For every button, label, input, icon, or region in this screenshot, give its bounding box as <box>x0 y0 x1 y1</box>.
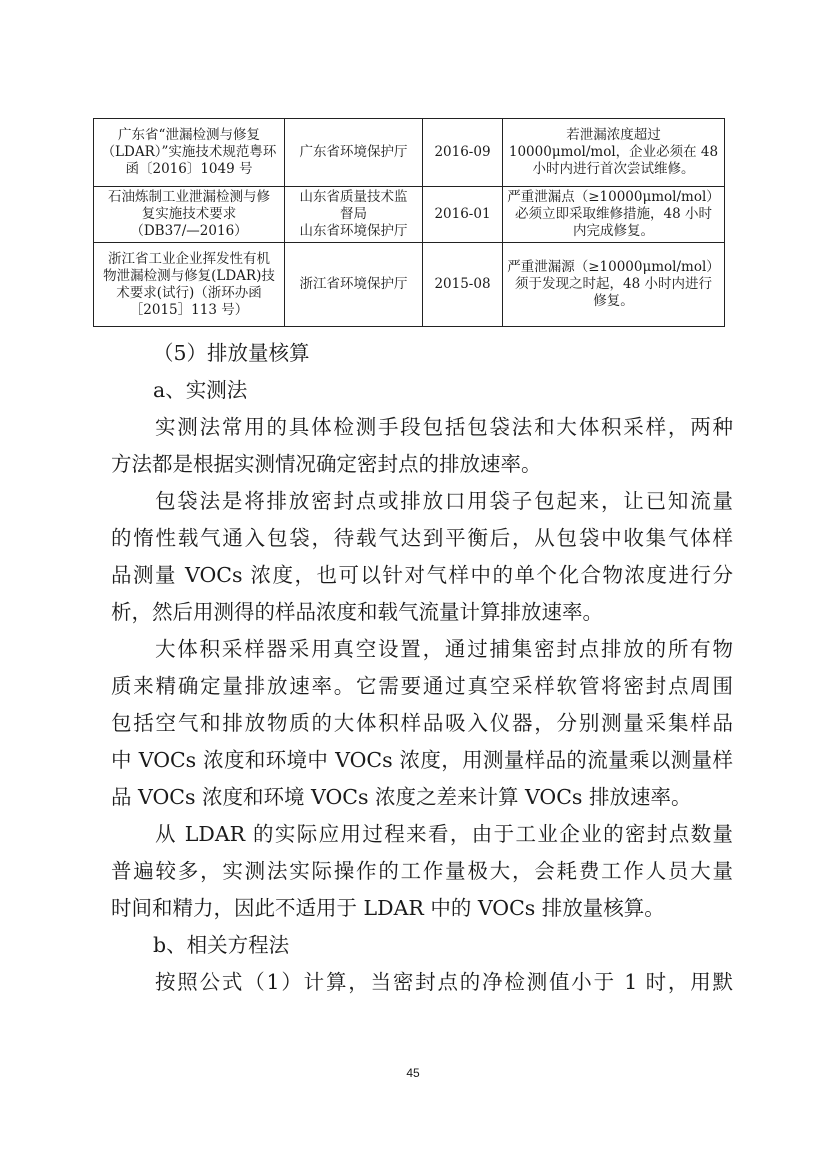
standard-cell <box>94 243 285 327</box>
standard-cell <box>94 119 285 187</box>
paragraph-line: 包括空气和排放物质的大体积样品吸入仪器，分别测量采集样品 <box>111 711 733 735</box>
requirement-cell-line: 内完成修复。 <box>573 223 654 239</box>
requirement-cell-line: 须于发现之时起，48 小时内进行 <box>515 276 712 292</box>
body-text <box>113 335 733 1001</box>
paragraph-line: 析，然后用测得的样品浓度和载气流量计算排放速率。 <box>111 600 603 624</box>
authority-cell <box>285 119 423 187</box>
standard-cell-line: （LDAR）”实施技术规范粤环 <box>101 144 277 160</box>
authority-cell-line: 督局 <box>340 206 367 222</box>
section-heading: （5）排放量核算 <box>153 341 310 365</box>
date-cell: 2016-01 <box>423 187 503 243</box>
requirement-cell <box>503 119 725 187</box>
standard-cell-line: 广东省“泄漏检测与修复 <box>118 127 260 143</box>
table-row <box>94 187 725 243</box>
authority-cell <box>285 243 423 327</box>
standard-cell-line: 术要求(试行)（浙环办函 <box>116 284 262 301</box>
requirement-cell-line: 若泄漏浓度超过 <box>566 127 661 143</box>
paragraph-line: 按照公式（1）计算，当密封点的净检测值小于 1 时，用默 <box>155 970 733 994</box>
standard-cell-line: 物泄漏检测与修复(LDAR)技 <box>103 267 275 284</box>
authority-cell-line: 山东省环境保护厅 <box>299 223 408 239</box>
authority-cell-line: 山东省质量技术监 <box>299 189 408 205</box>
paragraph-line: 普遍较多，实测法实际操作的工作量极大，会耗费工作人员大量 <box>111 859 733 883</box>
standard-cell-line: 复实施技术要求 <box>141 206 237 222</box>
requirement-cell <box>503 187 725 243</box>
requirement-cell-line: 修复。 <box>593 293 634 309</box>
standard-cell-line: 石油炼制工业泄漏检测与修 <box>108 189 270 205</box>
paragraph-line: 大体积采样器采用真空设置，通过捕集密封点排放的所有物 <box>155 637 733 661</box>
paragraph-line: 从 LDAR 的实际应用过程来看，由于工业企业的密封点数量 <box>155 822 733 846</box>
standard-cell-line: ［2015］113 号） <box>129 301 249 318</box>
paragraph-line: 方法都是根据实测情况确定密封点的排放速率。 <box>111 452 542 476</box>
paragraph-line: 质来精确定量排放速率。它需要通过真空采样软管将密封点周围 <box>111 674 733 698</box>
authority-cell-line: 广东省环境保护厅 <box>299 144 408 160</box>
standard-cell-line: 函〔2016〕1049 号 <box>125 161 253 177</box>
standard-cell-line: 浙江省工业企业挥发性有机 <box>108 250 270 267</box>
date-cell: 2016-09 <box>423 119 503 187</box>
subsection-heading: a、实测法 <box>153 378 248 402</box>
paragraph-line: 中 VOCs 浓度和环境中 VOCs 浓度，用测量样品的流量乘以测量样 <box>111 748 733 772</box>
requirement-cell-line: 严重泄漏源（≥10000μmol/mol） <box>507 259 720 275</box>
table-row <box>94 243 725 327</box>
requirement-cell-line: 小时内进行首次尝试维修。 <box>532 161 695 177</box>
authority-cell-line: 浙江省环境保护厅 <box>299 276 408 292</box>
paragraph-line: 实测法常用的具体检测手段包括包袋法和大体积采样，两种 <box>155 415 733 439</box>
subsection-heading: b、相关方程法 <box>153 933 290 957</box>
paragraph-line: 时间和精力，因此不适用于 LDAR 中的 VOCs 排放量核算。 <box>111 896 665 920</box>
page-number: 45 <box>406 1066 420 1080</box>
date-cell: 2015-08 <box>423 243 503 327</box>
regulation-table <box>93 118 725 327</box>
paragraph-line: 品测量 VOCs 浓度，也可以针对气样中的单个化合物浓度进行分 <box>111 563 733 587</box>
requirement-cell-line: 10000μmol/mol，企业必须在 48 <box>508 144 719 160</box>
requirement-cell-line: 严重泄漏点（≥10000μmol/mol） <box>507 189 720 205</box>
requirement-cell-line: 必须立即采取维修措施，48 小时 <box>515 206 712 222</box>
paragraph-line: 包袋法是将排放密封点或排放口用袋子包起来，让已知流量 <box>155 489 733 513</box>
table-row <box>94 119 725 187</box>
standard-cell-line: （DB37/—2016） <box>130 223 248 239</box>
requirement-cell <box>503 243 725 327</box>
paragraph-line: 的惰性载气通入包袋，待载气达到平衡后，从包袋中收集气体样 <box>111 526 733 550</box>
paragraph-line: 品 VOCs 浓度和环境 VOCs 浓度之差来计算 VOCs 排放速率。 <box>111 785 692 809</box>
authority-cell <box>285 187 423 243</box>
standard-cell <box>94 187 285 243</box>
